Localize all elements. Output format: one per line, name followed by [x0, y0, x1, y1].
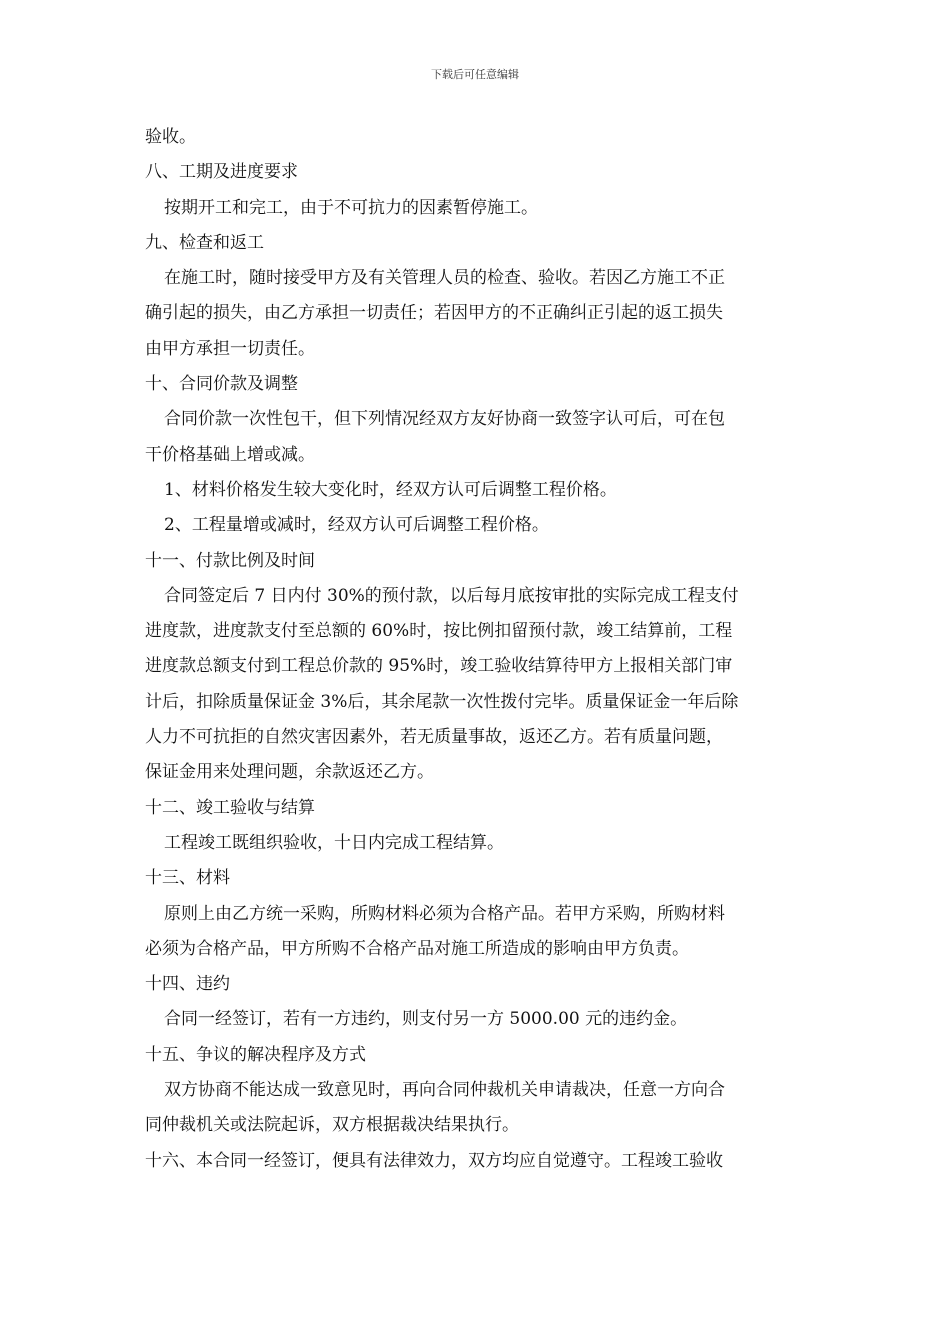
text-line: 原则上由乙方统一采购，所购材料必须为合格产品。若甲方采购，所购材料	[164, 903, 725, 924]
text-line: 按期开工和完工，由于不可抗力的因素暂停施工。	[164, 197, 538, 218]
text-line: 干价格基础上增或减。	[145, 444, 315, 465]
text-line: 八、工期及进度要求	[145, 162, 298, 183]
text-line: 十五、争议的解决程序及方式	[145, 1044, 366, 1065]
text-line: 1、材料价格发生较大变化时，经双方认可后调整工程价格。	[164, 479, 617, 500]
document-body	[145, 120, 810, 1179]
text-line: 验收。	[145, 127, 196, 147]
text-line: 十三、材料	[145, 868, 230, 889]
text-line: 十四、违约	[145, 974, 230, 995]
text-line: 十一、付款比例及时间	[145, 550, 315, 571]
text-line: 保证金用来处理问题，余款返还乙方。	[145, 762, 434, 783]
text-line: 进度款，进度款支付至总额的 60%时，按比例扣留预付款，竣工结算前，工程	[145, 621, 733, 642]
text-line: 合同签定后 7 日内付 30%的预付款，以后每月底按审批的实际完成工程支付	[164, 585, 739, 606]
text-line: 计后，扣除质量保证金 3%后，其余尾款一次性拨付完毕。质量保证金一年后除	[145, 691, 739, 712]
text-line: 由甲方承担一切责任。	[145, 338, 315, 359]
page-header: 下载后可任意编辑	[431, 68, 519, 81]
text-line: 2、工程量增或减时，经双方认可后调整工程价格。	[164, 515, 549, 536]
text-line: 必须为合格产品，甲方所购不合格产品对施工所造成的影响由甲方负责。	[145, 938, 689, 959]
text-line: 在施工时，随时接受甲方及有关管理人员的检查、验收。若因乙方施工不正	[164, 268, 725, 289]
text-line: 九、检查和返工	[145, 232, 264, 253]
text-line: 工程竣工既组织验收，十日内完成工程结算。	[164, 832, 504, 853]
text-line: 合同一经签订，若有一方违约，则支付另一方 5000.00 元的违约金。	[164, 1009, 688, 1030]
text-line: 同仲裁机关或法院起诉，双方根据裁决结果执行。	[145, 1115, 519, 1136]
text-line: 进度款总额支付到工程总价款的 95%时，竣工验收结算待甲方上报相关部门审	[145, 656, 733, 677]
text-line: 十六、本合同一经签订，便具有法律效力，双方均应自觉遵守。工程竣工验收	[145, 1150, 723, 1171]
text-line: 十二、竣工验收与结算	[145, 797, 315, 818]
text-line: 双方协商不能达成一致意见时，再向合同仲裁机关申请裁决，任意一方向合	[164, 1080, 725, 1101]
text-line: 合同价款一次性包干，但下列情况经双方友好协商一致签字认可后，可在包	[164, 409, 725, 430]
text-line: 十、合同价款及调整	[145, 374, 298, 395]
text-line: 人力不可抗拒的自然灾害因素外，若无质量事故，返还乙方。若有质量问题，	[145, 727, 723, 748]
text-line: 确引起的损失，由乙方承担一切责任；若因甲方的不正确纠正引起的返工损失	[145, 303, 723, 324]
